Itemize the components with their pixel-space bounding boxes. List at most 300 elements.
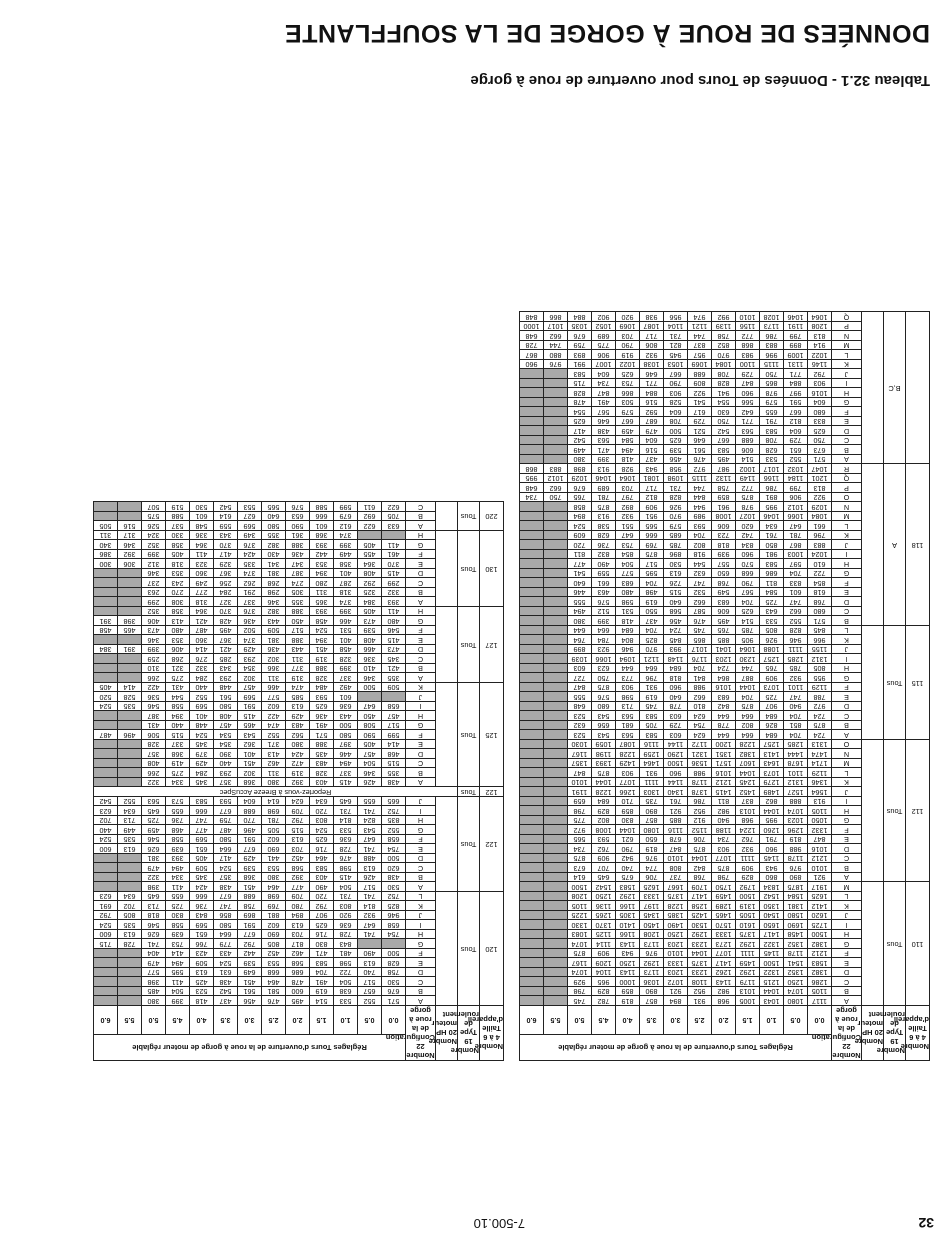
value-cell: 689	[592, 331, 616, 341]
value-cell: 487	[94, 730, 118, 740]
value-cell: 1650	[760, 920, 784, 930]
value-cell: 750	[760, 369, 784, 379]
value-cell: 473	[358, 616, 382, 626]
value-cell: 399	[142, 550, 166, 560]
value-cell: 1209	[592, 958, 616, 968]
value-cell: 546	[382, 626, 406, 636]
value-cell: 1200	[712, 740, 736, 750]
value-cell: 602	[262, 835, 286, 845]
value-cell: 619	[640, 692, 664, 702]
value-cell: 614	[568, 873, 592, 883]
value-cell: 685	[664, 531, 688, 541]
value-cell: 906	[784, 493, 808, 503]
value-cell	[544, 901, 568, 911]
value-cell: 1087	[616, 740, 640, 750]
value-cell: 622	[358, 521, 382, 531]
turns-column-header: 1.5	[310, 1006, 334, 1035]
value-cell: 411	[382, 607, 406, 617]
value-cell	[520, 854, 544, 864]
value-cell: 634	[118, 892, 142, 902]
value-cell: 666	[640, 531, 664, 541]
value-cell: 1178	[784, 854, 808, 864]
value-cell: 1069	[616, 322, 640, 332]
value-cell: 1066	[784, 512, 808, 522]
value-cell: 784	[592, 635, 616, 645]
value-cell: 563	[616, 711, 640, 721]
value-cell: 471	[592, 445, 616, 455]
value-cell: 704	[784, 711, 808, 721]
value-cell: 543	[592, 711, 616, 721]
value-cell: 1002	[736, 464, 760, 474]
value-cell: 1197	[640, 901, 664, 911]
config-cell: I	[832, 797, 862, 807]
config-cell: C	[406, 759, 436, 769]
value-cell: 824	[358, 816, 382, 826]
value-cell: 833	[784, 578, 808, 588]
value-cell: 1178	[784, 949, 808, 959]
value-cell: 1319	[736, 901, 760, 911]
value-cell: 852	[712, 341, 736, 351]
value-cell: 448	[214, 683, 238, 693]
value-cell: 655	[358, 797, 382, 807]
value-cell: 266	[142, 768, 166, 778]
value-cell	[94, 740, 118, 750]
value-cell: 306	[118, 559, 142, 569]
value-cell: 1265	[592, 911, 616, 921]
value-cell	[94, 863, 118, 873]
value-cell: 750	[544, 493, 568, 503]
value-cell	[118, 996, 142, 1006]
value-cell: 892	[616, 502, 640, 512]
table-row	[94, 673, 504, 683]
value-cell: 905	[736, 635, 760, 645]
config-cell: D	[406, 569, 436, 579]
value-cell: 828	[784, 626, 808, 636]
value-cell: 496	[238, 825, 262, 835]
value-cell: 704	[640, 626, 664, 636]
value-cell: 774	[640, 863, 664, 873]
value-cell: 583	[712, 445, 736, 455]
value-cell: 1322	[760, 968, 784, 978]
value-cell	[544, 797, 568, 807]
value-cell: 941	[712, 388, 736, 398]
value-cell: 337	[238, 597, 262, 607]
value-cell: 1081	[640, 474, 664, 484]
value-cell: 1044	[616, 825, 640, 835]
value-cell: 623	[94, 806, 118, 816]
value-cell: 355	[286, 597, 310, 607]
value-cell: 1198	[592, 749, 616, 759]
value-cell: 381	[142, 854, 166, 864]
value-cell	[520, 673, 544, 683]
config-cell: A	[832, 996, 862, 1006]
value-cell: 571	[382, 996, 406, 1006]
value-cell: 689	[592, 483, 616, 493]
value-cell: 1101	[784, 683, 808, 693]
value-cell	[520, 379, 544, 389]
header-row	[520, 1034, 930, 1060]
value-cell: 548	[190, 521, 214, 531]
value-cell: 825	[382, 901, 406, 911]
value-cell	[94, 873, 118, 883]
value-cell: 982	[712, 987, 736, 997]
value-cell: 370	[382, 559, 406, 569]
value-cell: 343	[214, 531, 238, 541]
value-cell: 805	[808, 664, 832, 674]
value-cell: 792	[808, 369, 832, 379]
value-cell: 798	[568, 987, 592, 997]
value-cell: 885	[712, 635, 736, 645]
value-cell: 456	[664, 616, 688, 626]
value-cell: 997	[784, 388, 808, 398]
value-cell: 503	[616, 398, 640, 408]
value-cell: 521	[688, 426, 712, 436]
value-cell	[520, 778, 544, 788]
value-cell	[520, 844, 544, 854]
value-cell: 625	[310, 702, 334, 712]
value-cell: 958	[664, 464, 688, 474]
value-cell: 965	[592, 977, 616, 987]
value-cell: 466	[358, 645, 382, 655]
config-cell: C	[406, 863, 436, 873]
value-cell: 502	[238, 626, 262, 636]
value-cell: 1136	[592, 901, 616, 911]
value-cell: 319	[310, 654, 334, 664]
value-cell	[118, 873, 142, 883]
value-cell: 1250	[616, 958, 640, 968]
value-cell: 337	[334, 673, 358, 683]
value-cell: 405	[358, 607, 382, 617]
turns-column-header: 3.0	[238, 1006, 262, 1035]
value-cell: 773	[616, 673, 640, 683]
value-cell: 762	[736, 835, 760, 845]
value-cell: 1352	[784, 939, 808, 949]
value-cell: 1296	[784, 825, 808, 835]
value-cell: 613	[118, 930, 142, 940]
value-cell: 523	[190, 987, 214, 997]
value-cell	[118, 854, 142, 864]
value-cell: 583	[310, 863, 334, 873]
value-cell: 328	[310, 673, 334, 683]
value-cell: 894	[664, 996, 688, 1006]
value-cell: 613	[190, 968, 214, 978]
value-cell: 483	[286, 721, 310, 731]
value-cell: 539	[238, 863, 262, 873]
config-cell: J	[832, 369, 862, 379]
value-cell: 867	[784, 540, 808, 550]
value-cell: 579	[664, 521, 688, 531]
value-cell: 1036	[640, 977, 664, 987]
value-cell: 1053	[664, 360, 688, 370]
value-cell: 686	[286, 968, 310, 978]
value-cell	[544, 531, 568, 541]
value-cell: 579	[616, 407, 640, 417]
value-cell	[544, 892, 568, 902]
value-cell	[544, 426, 568, 436]
value-cell: 968	[736, 816, 760, 826]
value-cell: 380	[262, 778, 286, 788]
value-cell: 960	[760, 844, 784, 854]
value-cell: 657	[358, 987, 382, 997]
value-cell: 725	[760, 692, 784, 702]
config-cell: A	[406, 673, 436, 683]
value-cell: 741	[358, 892, 382, 902]
value-cell: 509	[190, 863, 214, 873]
value-cell: 393	[166, 854, 190, 864]
value-cell: 826	[760, 721, 784, 731]
value-cell: 417	[214, 550, 238, 560]
config-cell: H	[832, 388, 862, 398]
value-cell: 829	[592, 987, 616, 997]
value-cell: 1260	[760, 825, 784, 835]
value-cell: 650	[712, 569, 736, 579]
value-cell: 456	[238, 996, 262, 1006]
config-cell: B	[406, 873, 436, 883]
value-cell: 1129	[808, 768, 832, 778]
value-cell: 633	[382, 521, 406, 531]
value-cell: 494	[334, 759, 358, 769]
value-cell: 1382	[808, 968, 832, 978]
value-cell: 347	[286, 559, 310, 569]
value-cell: 393	[382, 597, 406, 607]
value-cell: 353	[166, 635, 190, 645]
value-cell: 702	[94, 816, 118, 826]
value-cell: 408	[358, 635, 382, 645]
value-cell: 1489	[760, 787, 784, 797]
turns-column-header: 1.0	[334, 1006, 358, 1035]
value-cell: 1345	[640, 911, 664, 921]
value-cell: 1725	[808, 920, 832, 930]
header-row	[94, 1034, 504, 1060]
value-cell: 555	[568, 597, 592, 607]
value-cell: 955	[808, 673, 832, 683]
size-cell	[906, 312, 930, 464]
value-cell: 702	[118, 901, 142, 911]
value-cell: 1188	[712, 825, 736, 835]
value-cell: 311	[262, 768, 286, 778]
config-cell: D	[406, 645, 436, 655]
value-cell: 387	[286, 569, 310, 579]
value-cell: 1536	[688, 759, 712, 769]
value-cell: 1583	[616, 882, 640, 892]
value-cell: 1292	[736, 939, 760, 949]
value-cell: 1350	[760, 901, 784, 911]
value-cell: 686	[760, 569, 784, 579]
value-cell: 332	[382, 588, 406, 598]
value-cell: 912	[688, 816, 712, 826]
config-cell: L	[832, 892, 862, 902]
value-cell: 477	[568, 559, 592, 569]
value-cell: 259	[142, 654, 166, 664]
config-cell: C	[832, 436, 862, 446]
value-cell: 1035	[568, 322, 592, 332]
value-cell: 364	[190, 540, 214, 550]
value-cell: 1044	[736, 683, 760, 693]
config-cell: K	[406, 683, 436, 693]
value-cell: 731	[664, 483, 688, 493]
column-header-4: Nombre 22 Configuration de la roue à gorge	[811, 1006, 861, 1060]
value-cell: 598	[616, 597, 640, 607]
value-cell: 972	[688, 464, 712, 474]
value-cell: 931	[640, 683, 664, 693]
value-cell: 1330	[568, 920, 592, 930]
value-cell	[544, 711, 568, 721]
value-cell: 388	[286, 540, 310, 550]
value-cell: 542	[712, 426, 736, 436]
value-cell: 810	[688, 702, 712, 712]
value-cell	[544, 787, 568, 797]
config-cell: M	[832, 759, 862, 769]
value-cell: 336	[190, 531, 214, 541]
value-cell: 500	[358, 683, 382, 693]
value-cell: 425	[190, 977, 214, 987]
value-cell: 528	[118, 692, 142, 702]
value-cell: 563	[592, 436, 616, 446]
value-cell: 325	[358, 588, 382, 598]
value-cell: 452	[262, 949, 286, 959]
value-cell: 494	[616, 445, 640, 455]
value-cell: 792	[238, 939, 262, 949]
value-cell: 875	[688, 844, 712, 854]
config-cell: Q	[832, 312, 862, 322]
value-cell: 455	[358, 550, 382, 560]
value-cell: 758	[238, 901, 262, 911]
value-cell: 1312	[784, 778, 808, 788]
value-cell: 1044	[760, 987, 784, 997]
value-cell: 457	[358, 749, 382, 759]
config-cell: G	[406, 939, 436, 949]
value-cell: 393	[310, 607, 334, 617]
config-cell: A	[406, 597, 436, 607]
value-cell: 567	[736, 588, 760, 598]
value-cell: 516	[118, 521, 142, 531]
value-cell: 837	[688, 341, 712, 351]
config-cell: D	[832, 426, 862, 436]
value-cell: 603	[664, 711, 688, 721]
value-cell: 490	[358, 949, 382, 959]
value-cell: 788	[808, 692, 832, 702]
value-cell: 1003	[784, 550, 808, 560]
value-cell: 960	[736, 550, 760, 560]
value-cell: 811	[760, 578, 784, 588]
value-cell: 781	[784, 531, 808, 541]
value-cell: 913	[592, 512, 616, 522]
bearing-cell: B,C	[884, 312, 906, 464]
value-cell: 1010	[568, 778, 592, 788]
value-cell	[544, 882, 568, 892]
config-cell: P	[832, 483, 862, 493]
value-cell: 639	[166, 930, 190, 940]
value-cell: 847	[736, 379, 760, 389]
value-cell: 753	[616, 379, 640, 389]
value-cell: 648	[520, 331, 544, 341]
value-cell: 532	[688, 588, 712, 598]
value-cell: 796	[808, 531, 832, 541]
value-cell: 509	[190, 958, 214, 968]
value-cell: 792	[286, 816, 310, 826]
value-cell: 716	[310, 844, 334, 854]
value-cell: 514	[736, 616, 760, 626]
value-cell: 1166	[616, 901, 640, 911]
value-cell	[544, 939, 568, 949]
value-cell: 785	[784, 664, 808, 674]
value-cell	[520, 578, 544, 588]
value-cell: 360	[190, 635, 214, 645]
config-cell: C	[406, 578, 436, 588]
value-cell: 1303	[640, 787, 664, 797]
value-cell: 436	[238, 616, 262, 626]
value-cell: 595	[640, 569, 664, 579]
value-cell	[94, 854, 118, 864]
value-cell: 1000	[616, 977, 640, 987]
value-cell: 345	[190, 740, 214, 750]
value-cell: 1156	[736, 322, 760, 332]
size-cell: 112	[906, 740, 930, 883]
value-cell: 417	[568, 426, 592, 436]
value-cell	[520, 664, 544, 674]
value-cell: 1313	[808, 740, 832, 750]
value-cell: 1173	[640, 939, 664, 949]
value-cell: 903	[712, 844, 736, 854]
value-cell: 401	[334, 635, 358, 645]
value-cell: 311	[286, 654, 310, 664]
value-cell: 1250	[784, 977, 808, 987]
value-cell	[520, 939, 544, 949]
config-cell: N	[832, 502, 862, 512]
turns-column-header: 3.5	[640, 1006, 664, 1035]
value-cell: 495	[712, 455, 736, 465]
value-cell: 722	[808, 569, 832, 579]
value-cell: 638	[334, 987, 358, 997]
value-cell: 1143	[616, 968, 640, 978]
value-cell: 859	[712, 493, 736, 503]
value-cell: 717	[640, 483, 664, 493]
value-cell: 747	[784, 692, 808, 702]
value-cell: 322	[142, 778, 166, 788]
value-cell: 600	[94, 930, 118, 940]
config-cell: H	[406, 816, 436, 826]
value-cell	[544, 721, 568, 731]
value-cell: 875	[736, 702, 760, 712]
value-cell: 1417	[712, 958, 736, 968]
value-cell: 1013	[736, 806, 760, 816]
value-cell: 1208	[568, 892, 592, 902]
value-cell: 1228	[664, 901, 688, 911]
value-cell: 537	[166, 521, 190, 531]
value-cell: 1245	[736, 778, 760, 788]
value-cell: 355	[382, 673, 406, 683]
value-cell: 334	[166, 778, 190, 788]
value-cell: 1184	[784, 474, 808, 484]
table-row	[94, 778, 504, 788]
value-cell: 1167	[568, 958, 592, 968]
config-cell: E	[832, 958, 862, 968]
value-cell: 704	[736, 597, 760, 607]
size-cell: 130	[480, 531, 504, 607]
value-cell: 302	[238, 768, 262, 778]
value-cell	[544, 730, 568, 740]
value-cell	[520, 512, 544, 522]
value-cell: 1583	[808, 958, 832, 968]
value-cell: 1212	[712, 778, 736, 788]
value-cell: 1444	[784, 749, 808, 759]
value-cell: 374	[238, 635, 262, 645]
value-cell: 708	[712, 369, 736, 379]
value-cell: 1834	[760, 882, 784, 892]
value-cell	[520, 749, 544, 759]
hp-cell	[436, 502, 458, 531]
value-cell: 644	[712, 711, 736, 721]
